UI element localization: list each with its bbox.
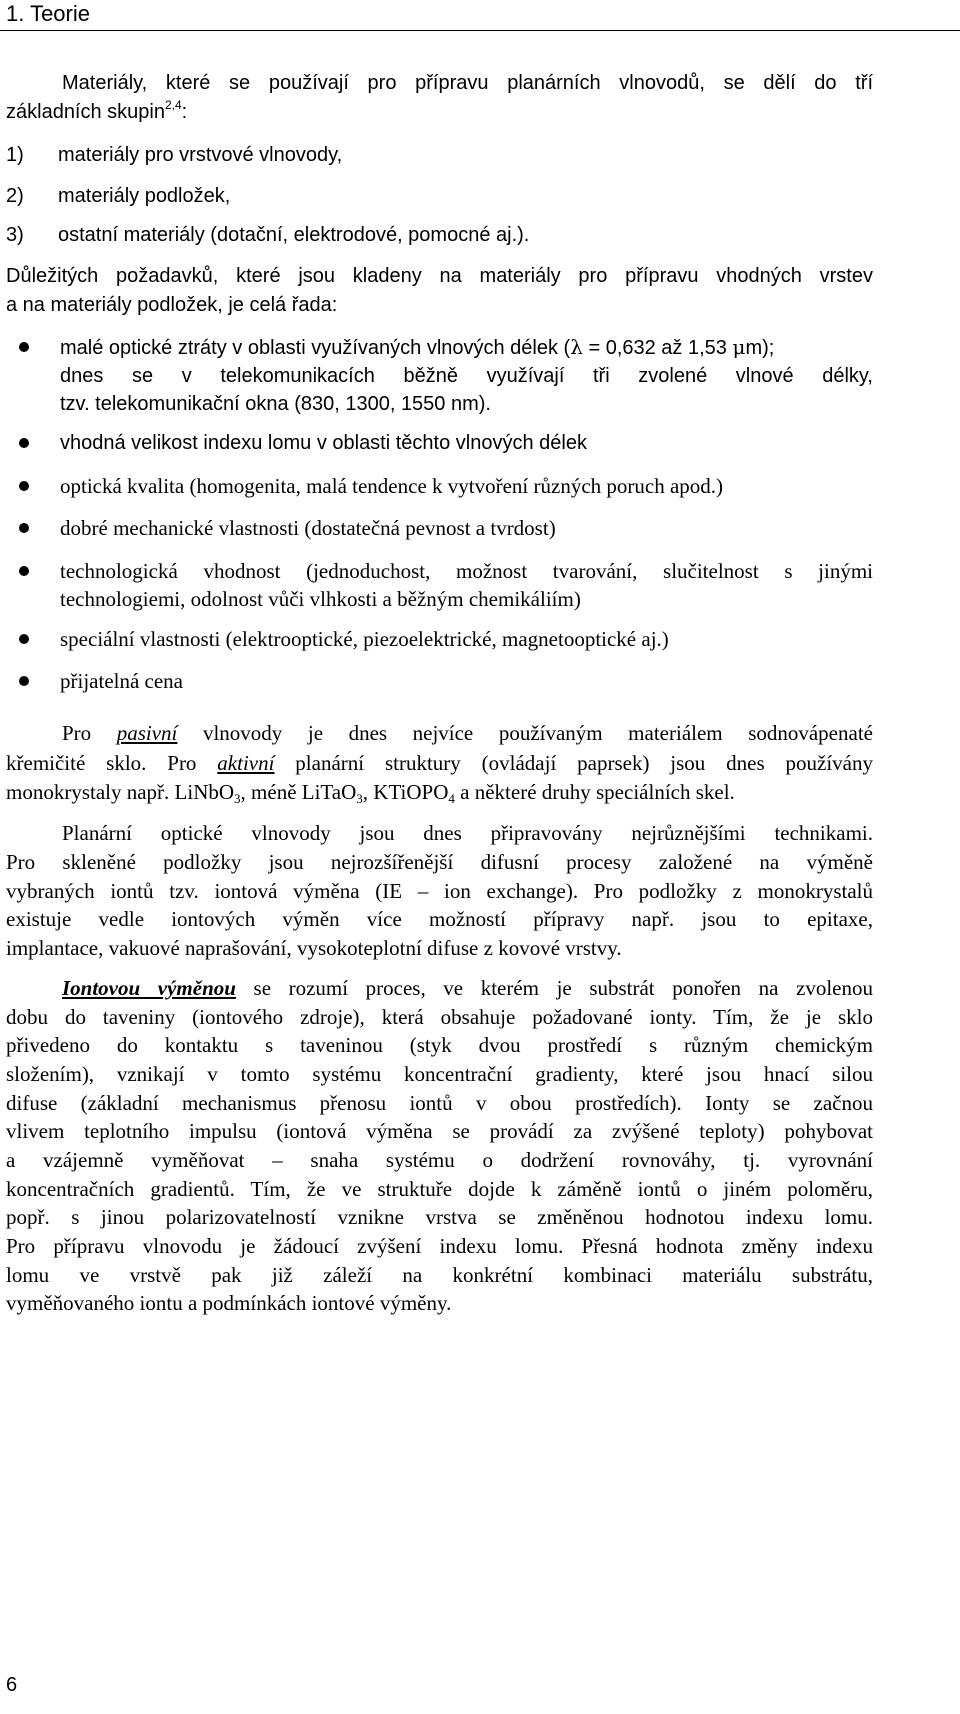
group-number: 1): [6, 144, 24, 166]
subscript: 3: [356, 791, 363, 806]
paragraph-text: a některé druhy speciálních skel.: [454, 780, 735, 804]
emphasis-ion-exchange: Iontovou výměnou: [62, 976, 236, 1000]
group-text: ostatní materiály (dotační, elektrodové, pomocné aj.).: [58, 224, 530, 246]
bullet-icon: [19, 481, 29, 491]
bullet-text: = 0,632 až 1,53: [582, 337, 733, 359]
group-item-1: [6, 142, 342, 168]
paragraph-text: , KTiOPO: [362, 780, 449, 804]
group-text: materiály pro vrstvové vlnovody,: [58, 144, 343, 166]
intro-line-2: [6, 99, 187, 125]
bullet-icon: [19, 566, 29, 576]
reference-superscript: 2,4: [164, 98, 182, 112]
materials-line-3: [6, 779, 735, 805]
ion-line-11: lomu ve vrstvě pak již záleží na konkrétní kombinaci materiálu substrátu,: [6, 1263, 873, 1287]
intro-line-2-colon: :: [181, 101, 188, 123]
materials-line-1: [62, 720, 873, 746]
bullet-item-1-line-3: tzv. telekomunikační okna (830, 1300, 1550 nm).: [60, 393, 491, 415]
bullet-item-3: optická kvalita (homogenita, malá tendence k vytvoření různých poruch apod.): [60, 474, 724, 498]
bullet-item-1-line-2: dnes se v telekomunikacích běžně využívají tři zvolené vlnové délky,: [60, 365, 873, 387]
paragraph-text: se rozumí proces, ve kterém je substrát ponořen na zvolenou: [235, 976, 873, 1000]
paragraph-text: Pro: [62, 721, 117, 745]
emphasis-active: aktivní: [217, 751, 275, 775]
paragraph-text: planární struktury (ovládají paprsek) jsou dnes používány: [274, 751, 873, 775]
ion-line-3: přivedeno do kontaktu s taveninou (styk dvou prostředí s různým chemickým: [6, 1033, 873, 1057]
bullet-item-1-line-1: [60, 334, 774, 361]
paragraph-text: křemičité sklo. Pro: [6, 751, 218, 775]
ion-line-7: a vzájemně vyměňovat – snaha systému o dodržení rovnováhy, tj. vyrovnání: [6, 1148, 873, 1172]
bullet-item-6: speciální vlastnosti (elektrooptické, piezoelektrické, magnetooptické aj.): [60, 627, 669, 651]
page-number: 6: [6, 1674, 18, 1696]
ion-line-6: vlivem teplotního impulsu (iontová výměna se provádí za zvýšené teploty) pohybovat: [6, 1119, 873, 1143]
bullet-icon: [19, 342, 29, 352]
group-number: 3): [6, 224, 24, 246]
subscript: 3: [234, 791, 241, 806]
techniques-line-5: implantace, vakuové naprašování, vysokoteplotní difuse z kovové vrstvy.: [6, 936, 622, 960]
section-heading-text: 1. Teorie: [6, 1, 90, 26]
section-heading: [0, 0, 960, 31]
bullet-item-5-line-2: technologiemi, odolnost vůči vlhkosti a běžným chemikáliím): [60, 587, 581, 611]
paragraph-text: vlnovody je dnes nejvíce používaným materiálem sodnovápenaté: [177, 721, 873, 745]
group-number: 2): [6, 185, 24, 207]
group-item-2: [6, 183, 230, 209]
bullet-item-5-line-1: technologická vhodnost (jednoduchost, možnost tvarování, slučitelnost s jinými: [60, 559, 873, 583]
techniques-line-3: vybraných iontů tzv. iontová výměna (IE – ion exchange). Pro podložky z monokrystalů: [6, 879, 873, 903]
techniques-line-1: Planární optické vlnovody jsou dnes připravovány nejrůznějšími technikami.: [62, 821, 873, 845]
intro-line-2-text: základních skupin: [6, 101, 165, 123]
bullet-icon: [19, 523, 29, 533]
intro-line-1: Materiály, které se používají pro přípravu planárních vlnovodů, se dělí do tří: [62, 72, 873, 94]
ion-line-12: vyměňovaného iontu a podmínkách iontové výměny.: [6, 1291, 452, 1315]
bullet-item-2: vhodná velikost indexu lomu v oblasti těchto vlnových délek: [60, 432, 587, 454]
techniques-line-2: Pro skleněné podložky jsou nejrozšířenější difusní procesy založené na výměně: [6, 850, 873, 874]
bullet-icon: [19, 634, 29, 644]
bullet-item-4: dobré mechanické vlastnosti (dostatečná pevnost a tvrdost): [60, 516, 556, 540]
subscript: 4: [448, 791, 455, 806]
paragraph-text: monokrystaly např. LiNbO: [6, 780, 235, 804]
techniques-line-4: existuje vedle iontových výměn více možností přípravy např. jsou to epitaxe,: [6, 907, 873, 931]
ion-line-1: [62, 975, 873, 1001]
ion-line-5: difuse (základní mechanismus přenosu iontů v obou prostředích). Ionty se začnou: [6, 1091, 873, 1115]
bullet-icon: [19, 438, 29, 448]
requirements-line-1: Důležitých požadavků, které jsou kladeny na materiály pro přípravu vhodných vrstev: [6, 265, 873, 287]
mu-symbol: μ: [732, 335, 746, 359]
ion-line-9: popř. s jinou polarizovatelností vznikne vrstva se změněnou hodnotou indexu lomu.: [6, 1205, 873, 1229]
group-text: materiály podložek,: [58, 185, 231, 207]
ion-line-4: složením), vznikají v tomto systému koncentrační gradienty, které jsou hnací silou: [6, 1062, 873, 1086]
ion-line-2: dobu do taveniny (iontového zdroje), která obsahuje požadované ionty. Tím, že je sklo: [6, 1005, 873, 1029]
bullet-icon: [19, 676, 29, 686]
requirements-line-2: a na materiály podložek, je celá řada:: [6, 294, 338, 316]
bullet-item-7: přijatelná cena: [60, 669, 184, 693]
bullet-text: m);: [745, 337, 775, 359]
materials-line-2: [6, 750, 873, 776]
ion-line-10: Pro přípravu vlnovodu je žádoucí zvýšení indexu lomu. Přesná hodnota změny indexu: [6, 1234, 873, 1258]
ion-line-8: koncentračních gradientů. Tím, že ve struktuře dojde k záměně iontů o jiném poloměru,: [6, 1177, 873, 1201]
bullet-text: malé optické ztráty v oblasti využívaných vlnových délek (: [60, 337, 571, 359]
group-item-3: [6, 222, 529, 248]
paragraph-text: , méně LiTaO: [240, 780, 357, 804]
emphasis-passive: pasivní: [116, 721, 178, 745]
lambda-symbol: λ: [570, 335, 583, 359]
